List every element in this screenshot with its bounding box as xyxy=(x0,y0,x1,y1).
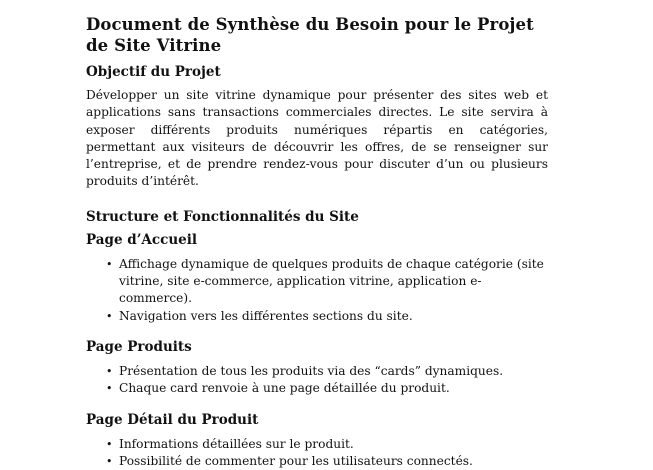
list-item xyxy=(86,308,548,325)
list-item xyxy=(86,436,548,453)
list-item xyxy=(86,256,548,308)
subsection-heading-produits: Page Produits xyxy=(86,338,192,355)
document-page xyxy=(86,14,548,470)
document-title: Document de Synthèse du Besoin pour le Projet de Site Vitrine xyxy=(86,15,534,55)
list-item-text: Affichage dynamique de quelques produits de chaque catégorie (site vitrine, site e-commerce, application vitrine, application e-commerce). xyxy=(119,256,544,306)
bullet-icon: • xyxy=(106,364,113,378)
list-item-text: Possibilité de commenter pour les utilisateurs connectés. xyxy=(119,453,473,468)
detail-list xyxy=(86,436,548,470)
list-item-text: Présentation de tous les produits via des “cards” dynamiques. xyxy=(119,363,504,378)
bullet-icon: • xyxy=(106,309,113,323)
list-item-text: Chaque card renvoie à une page détaillée du produit. xyxy=(119,381,450,396)
section-heading-structure: Structure et Fonctionnalités du Site xyxy=(86,208,359,225)
list-item-text: Navigation vers les différentes sections du site. xyxy=(119,308,413,323)
bullet-icon: • xyxy=(106,454,113,468)
objectif-paragraph: Développer un site vitrine dynamique pour présenter des sites web et applications sans transactions commerciales directes. Le site servira à exposer différents produits numériques répartis en catégories, permettant aux visiteurs de découvrir les offres, de se renseigner sur l’entreprise, et de prendre rendez-vous pour discuter d’un ou plusieurs produits d’intérêt. xyxy=(86,88,548,189)
produits-list xyxy=(86,363,548,398)
bullet-icon: • xyxy=(106,382,113,396)
bullet-icon: • xyxy=(106,257,113,271)
section-heading-objectif: Objectif du Projet xyxy=(86,64,221,80)
bullet-icon: • xyxy=(106,437,113,451)
list-item-text: Informations détaillées sur le produit. xyxy=(119,436,354,451)
subsection-heading-detail: Page Détail du Produit xyxy=(86,411,259,428)
subsection-heading-accueil: Page d’Accueil xyxy=(86,231,197,248)
list-item xyxy=(86,453,548,470)
list-item xyxy=(86,380,548,397)
accueil-list xyxy=(86,256,548,325)
list-item xyxy=(86,363,548,380)
